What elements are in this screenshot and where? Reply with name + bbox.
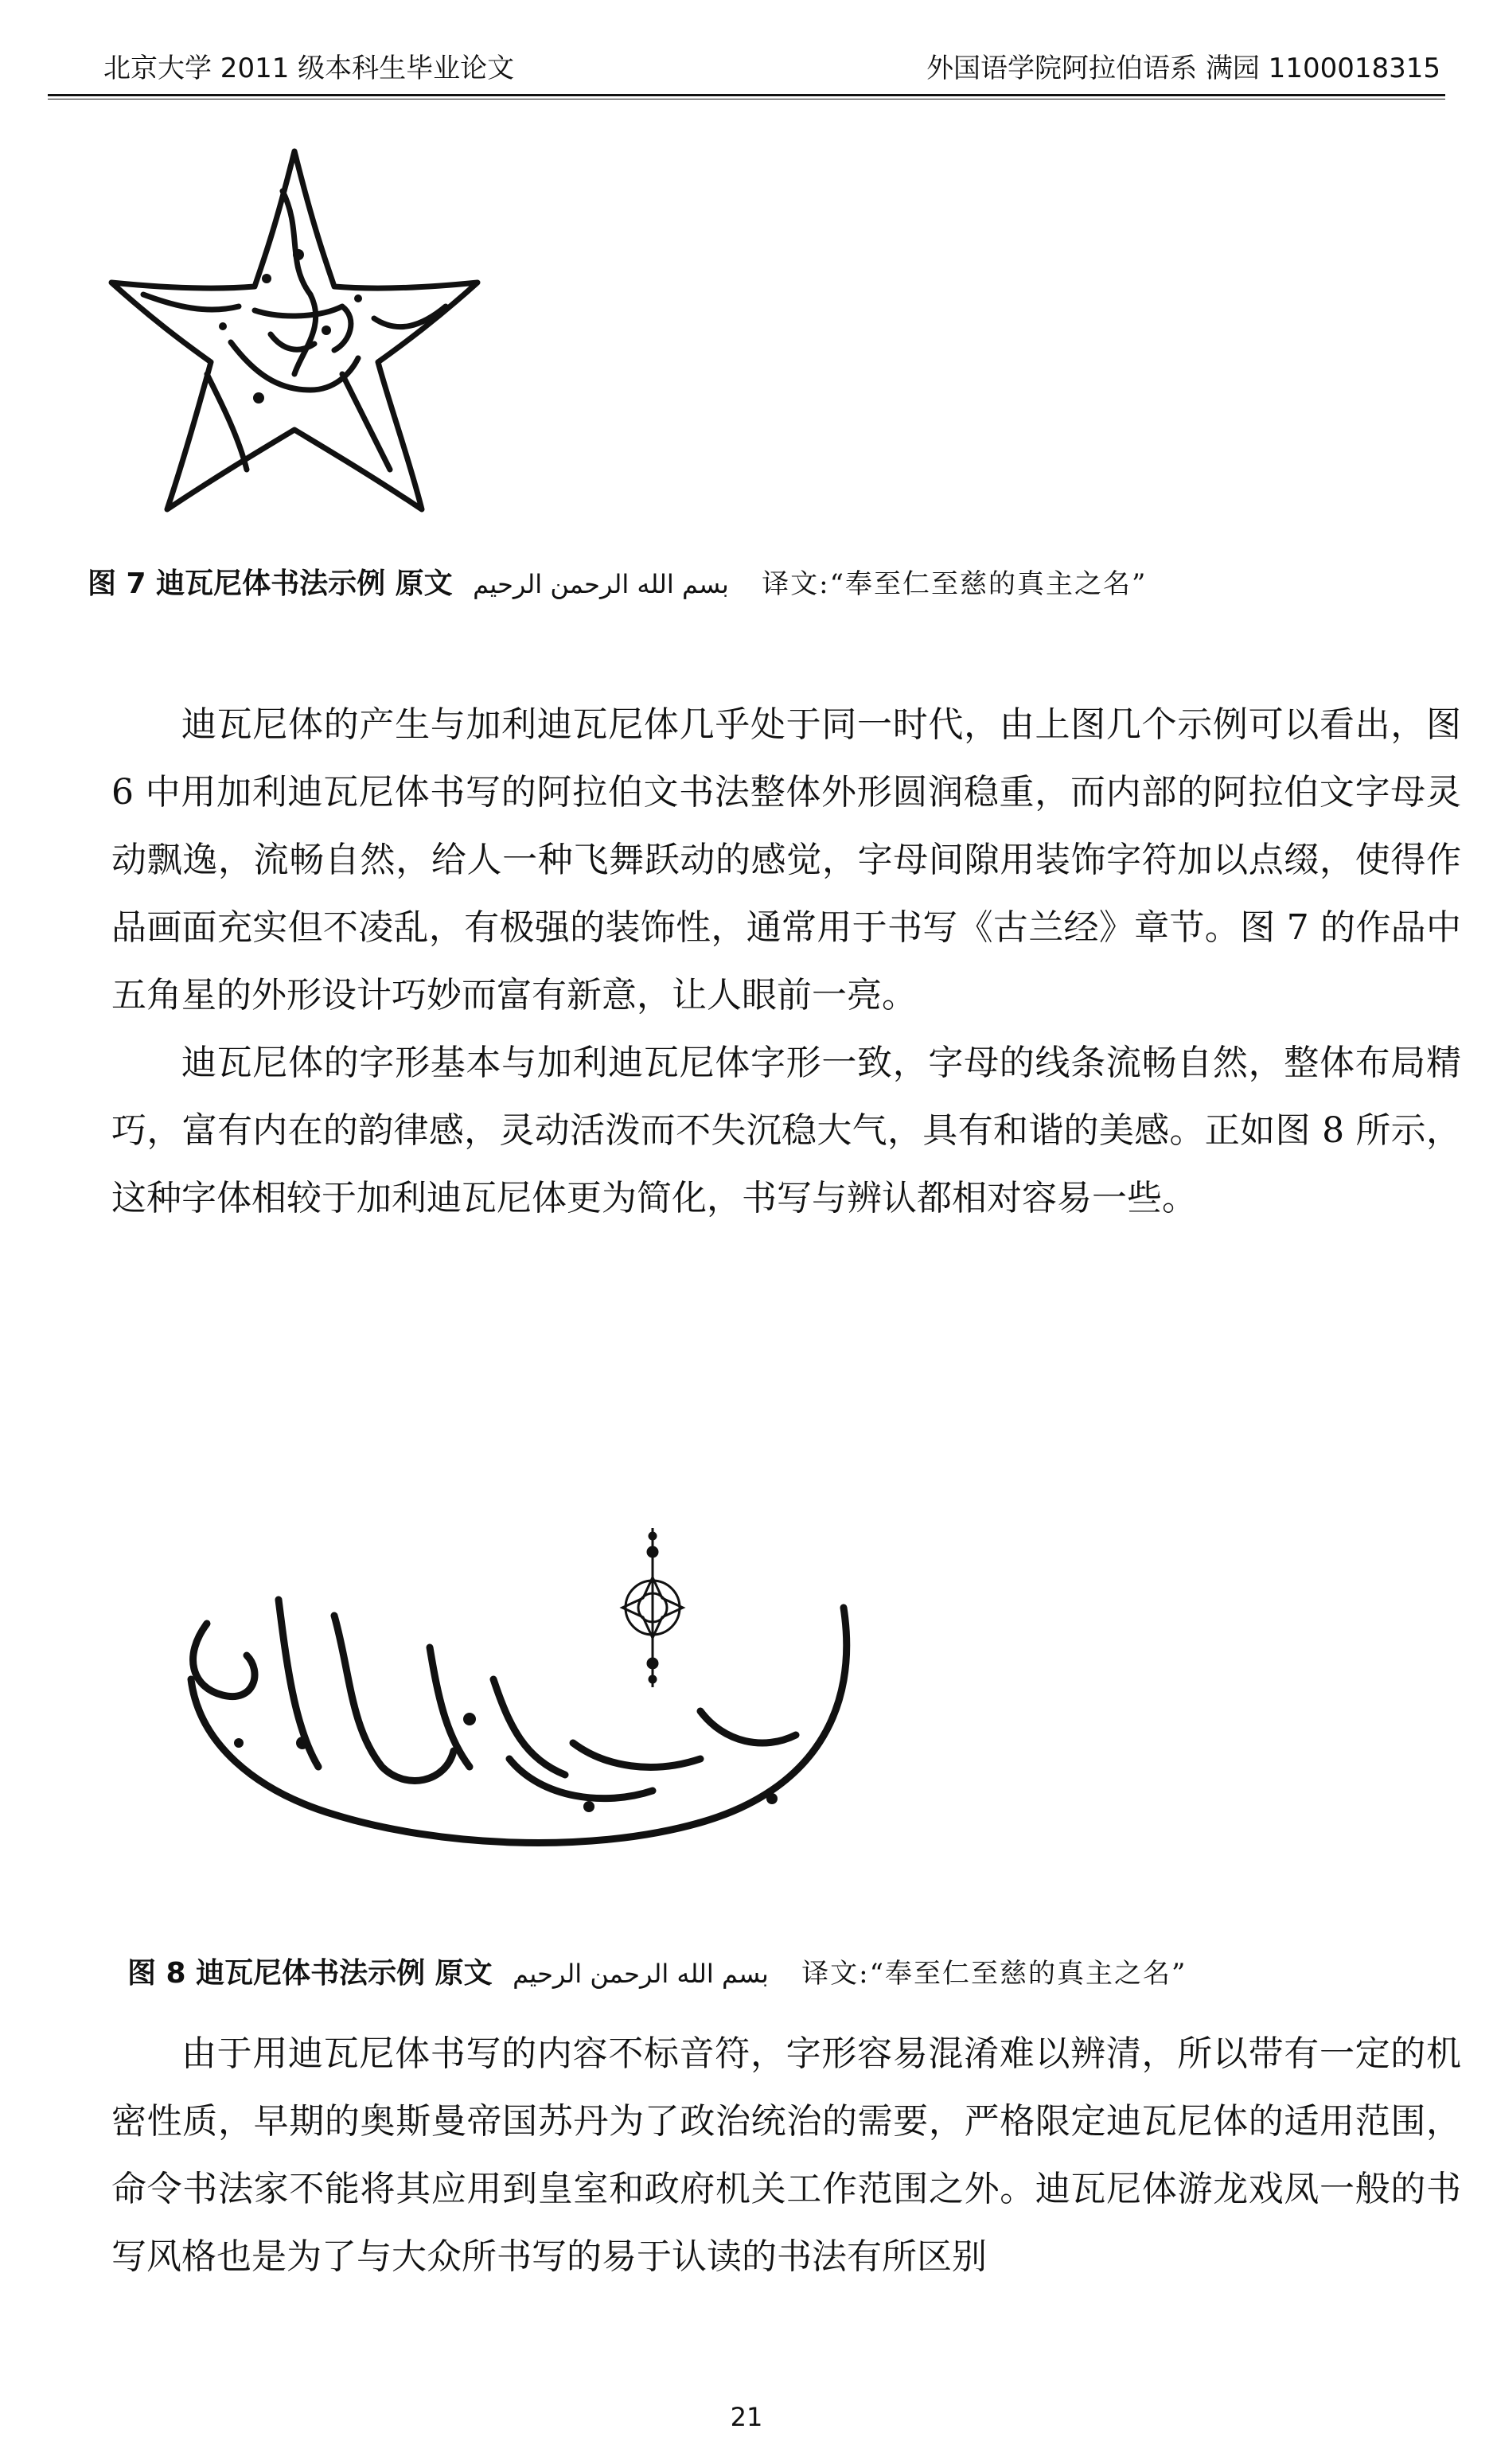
figure-7-translation: 译文:“奉至仁至慈的真主之名” [762,568,1148,600]
paragraph-2: 迪瓦尼体的字形基本与加利迪瓦尼体字形一致，字母的线条流畅自然，整体布局精巧，富有内在的韵律感，灵动活泼而不失沉稳大气，具有和谐的美感。正如图 8 所示，这种字体相较于加利迪瓦尼体更为简化，书写与辨认都相对容易一些。 [111,1043,1461,1218]
paragraph-3: 由于用迪瓦尼体书写的内容不标音符，字形容易混淆难以辨清，所以带有一定的机密性质，早期的奥斯曼帝国苏丹为了政治统治的需要，严格限定迪瓦尼体的适用范围，命令书法家不能将其应用到皇室和政府机关工作范围之外。迪瓦尼体游龙戏凤一般的书写风格也是为了与大众所书写的易于认读的书法有所区别 [111,2033,1461,2277]
header-rule [48,94,1445,96]
header-author-info: 外国语学院阿拉伯语系 满园 1100018315 [926,53,1440,84]
figure-7-label: 图 7 迪瓦尼体书法示例 原文 [88,567,453,600]
body-text-top [111,691,1461,1232]
arc-calligraphy-image [96,1504,891,1902]
page-number: 21 [730,2402,763,2432]
figure-7-caption [88,567,1147,602]
figure-8-arabic-text: بسم الله الرحمن الرحيم [513,1959,769,1989]
ornament-icon [622,1528,683,1687]
figure-7-arabic-text: بسم الله الرحمن الرحيم [473,569,729,599]
figure-8-label: 图 8 迪瓦尼体书法示例 原文 [127,1957,493,1990]
figure-8-calligraphy-arc [96,1504,891,1902]
header-thesis-title: 北京大学 2011 级本科生毕业论文 [103,53,515,84]
figure-8-caption [127,1956,1187,1991]
paragraph-1: 迪瓦尼体的产生与加利迪瓦尼体几乎处于同一时代，由上图几个示例可以看出，图 6 中用加利迪瓦尼体书写的阿拉伯文书法整体外形圆润稳重，而内部的阿拉伯文字母灵动飘逸，流畅自然，给人一种飞舞跃动的感觉，字母间隙用装饰字符加以点缀，使得作品画面充实但不凌乱，有极强的装饰性，通常用于书写《古兰经》章节。图 7 的作品中五角星的外形设计巧妙而富有新意，让人眼前一亮。 [111,704,1461,1016]
figure-8-translation: 译文:“奉至仁至慈的真主之名” [801,1958,1187,1990]
body-text-bottom [111,2020,1461,2291]
star-calligraphy-image [96,135,493,517]
figure-7-calligraphy-star [96,135,493,517]
